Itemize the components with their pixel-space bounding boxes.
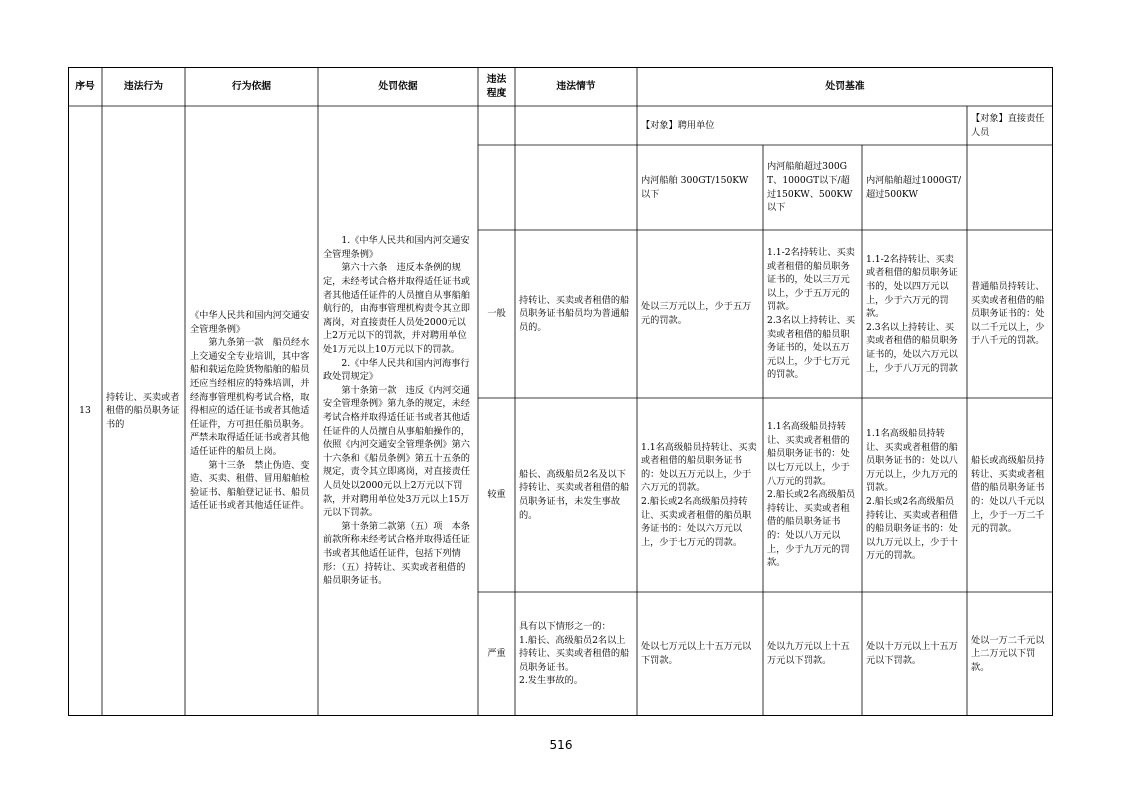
degree-serious: 较重 — [487, 489, 506, 501]
penalty-table — [68, 67, 1053, 716]
penalty-severe-small: 处以七万元以上十五万元以下罚款。 — [641, 641, 752, 666]
record-behavior-basis: 《中华人民共和国内河交通安全管理条例》 第九条第一款 船员经水上交通安全专业培训，其中客船和载运危险货物船舶的船员还应当经相应的特殊培训，并经海事管理机构考试合格，取得相应的适任证书或者其他适任证件，方可担任船员职务。严禁未取得适任证书或者其他适任证件的船员上岗。 第十三条 禁止伪造、变造、买卖、租借、冒用船舶检验证书、船舶登记证书、船员适任证书或者其他适任证件。 — [190, 310, 310, 512]
header-degree: 违法 程度 — [486, 73, 507, 99]
penalty-severe-person: 处以一万二千元以上二万元以下罚款。 — [971, 634, 1045, 673]
record-violation: 持转让、买卖或者租借的船员职务证书的 — [106, 391, 180, 430]
header-violation: 违法行为 — [123, 80, 164, 92]
penalty-general-large: 1.1-2名持转让、买卖或者租借的船员职务证书的，处以四万元以上，少于六万元的罚款。 2.3名以上持转让、买卖或者租借的船员职务证书的，处以六万元以上，少于八万元的罚款 — [866, 253, 958, 374]
header-behavior-basis: 行为依据 — [231, 80, 272, 92]
penalty-serious-small: 1.1名高级船员持转让、买卖或者租借的船员职务证书的：处以五万元以上，少于六万元的罚款。 2.船长或2名高级船员持转让、买卖或者租借的船员职务证书的：处以六万元以上，少于七万元的罚款。 — [641, 441, 757, 548]
circumstance-severe: 具有以下情形之一的： 1.船长、高级船员2名以上持转让、买卖或者租借的船员职务证书。 2.发生事故的。 — [519, 621, 630, 687]
header-circumstance: 违法情节 — [556, 80, 596, 92]
target-unit-label: 【对象】聘用单位 — [641, 119, 715, 131]
degree-general: 一般 — [487, 308, 506, 320]
penalty-serious-large: 1.1名高级船员持转让、买卖或者租借的船员职务证书的：处以八万元以上，少九万元的罚款。 2.船长或2名高级船员持转让、买卖或者租借的船员职务证书的：处以九万元以上，少于十万元的罚款。 — [866, 428, 958, 562]
penalty-general-small: 处以三万元以上，少于五万元的罚款。 — [641, 301, 752, 326]
tier-large-vessel: 内河船舶超过1000GT/超过500KW — [866, 174, 962, 200]
penalty-general-person: 普通船员持转让、买卖或者租借的船员职务证书的：处以二千元以上，少于八千元的罚款。 — [971, 281, 1045, 347]
penalty-general-medium: 1.1-2名持转让、买卖或者租借的船员职务证书的，处以三万元以上，少于五万元的罚款。 2.3名以上持转让、买卖或者租借的船员职务证书的，处以五万元以上，少于七万元的罚款。 — [767, 247, 856, 381]
page-number: 516 — [549, 738, 573, 752]
record-seq: 13 — [79, 405, 91, 417]
tier-medium-vessel: 内河船舶超过300GT、1000GT以下/超过150KW、500KW以下 — [767, 161, 853, 214]
circumstance-general: 持转让、买卖或者租借的船员职务证书船员均为普通船员的。 — [519, 294, 630, 333]
penalty-severe-medium: 处以九万元以上十五万元以下罚款。 — [767, 641, 850, 666]
degree-severe: 严重 — [487, 648, 506, 660]
circumstance-serious: 船长、高级船员2名及以下持转让、买卖或者租借的船员职务证书，未发生事故的。 — [519, 468, 630, 521]
penalty-severe-large: 处以十万元以上十五万元以下罚款。 — [866, 641, 958, 666]
tier-small-vessel: 内河船舶 300GT/150KW 以下 — [641, 174, 749, 200]
penalty-serious-person: 船长或高级船员持转让、买卖或者租借的船员职务证书的：处以八千元以上，少于一万二千元的罚款。 — [971, 455, 1045, 535]
target-person-label: 【对象】直接责任人员 — [971, 112, 1045, 138]
header-penalty-basis: 处罚依据 — [378, 80, 418, 92]
penalty-serious-medium: 1.1名高级船员持转让、买卖或者租借的船员职务证书的：处以七万元以上，少于八万元的罚款。 2.船长或2名高级船员持转让、买卖或者租借的船员职务证书的：处以八万元以上，少于九万元的罚款。 — [767, 421, 856, 569]
header-seq: 序号 — [75, 80, 95, 92]
header-standard: 处罚基准 — [825, 80, 865, 92]
record-penalty-basis: 1.《中华人民共和国内河交通安全管理条例》 第六十六条 违反本条例的规定，未经考试合格并取得适任证书或者其他适任证件的人员擅自从事船舶航行的，由海事管理机构责令其立即离岗，对直接责任人员处2000元以上2万元以下的罚款，并对聘用单位处1万元以上10万元以下的罚款。 2.《中华人民共和国内河海事行政处罚规定》 第十条第一款 违反《内河交通安全管理条例》第九条的规定，未经考试合格并取得适任证书或者其他适任证件的人员擅自从事船舶操作的，依照《内河交通安全管理条例》第六十六条和《船员条例》第五十五条的规定，责令其立即离岗，对直接责任人员处以2000元以上2万元以下罚款，并对聘用单位处3万元以上15万元以下罚款。 第十条第二款第（五）项 本条前款所称未经考试合格并取得适任证书或者其他适任证件，包括下列情形：（五）持转让、买卖或者租借的船员职务证书。 — [323, 235, 470, 587]
